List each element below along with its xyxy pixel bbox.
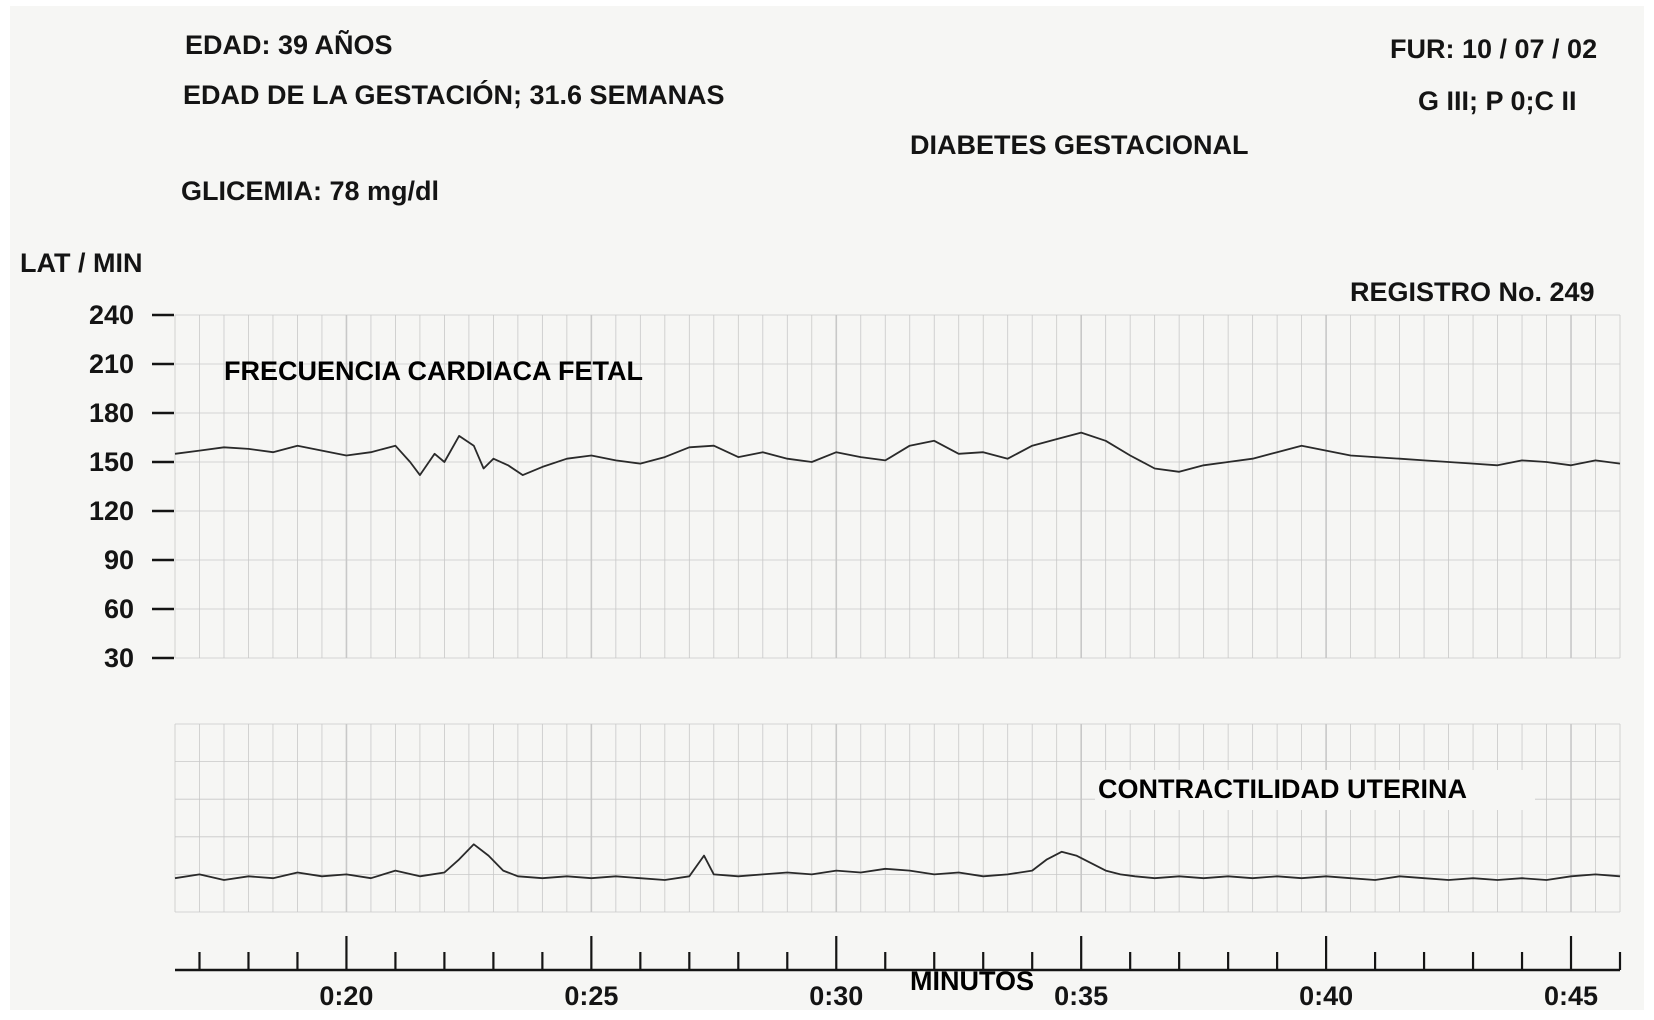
fhr-series-line: [175, 433, 1620, 476]
fur-label: FUR: 10 / 07 / 02: [1390, 34, 1598, 64]
record-number-label: REGISTRO No. 249: [1350, 277, 1595, 307]
x-tick-label: 0:30: [809, 981, 864, 1011]
x-axis-title: MINUTOS: [910, 966, 1035, 996]
y-tick-label: 180: [88, 398, 134, 428]
diagnosis-label: DIABETES GESTACIONAL: [910, 130, 1249, 160]
y-tick-label: 60: [103, 594, 134, 624]
x-tick-label: 0:35: [1054, 981, 1109, 1011]
fhr-trace: [175, 433, 1620, 476]
time-axis: [175, 936, 1620, 1011]
gestation-label: EDAD DE LA GESTACIÓN; 31.6 SEMANAS: [183, 80, 725, 110]
y-tick-label: 240: [88, 300, 134, 330]
y-tick-label: 210: [88, 349, 134, 379]
y-tick-label: 120: [88, 496, 134, 526]
y-axis-unit-label: LAT / MIN: [20, 248, 143, 278]
uc-title: CONTRACTILIDAD UTERINA: [1098, 774, 1467, 804]
uc-grid: [175, 724, 1620, 912]
x-tick-label: 0:25: [564, 981, 619, 1011]
glycemia-label: GLICEMIA: 78 mg/dl: [181, 176, 440, 206]
y-tick-label: 30: [103, 643, 134, 673]
fhr-title: FRECUENCIA CARDIACA FETAL: [224, 356, 643, 386]
x-tick-label: 0:45: [1543, 981, 1599, 1011]
x-tick-label: 0:40: [1299, 981, 1354, 1011]
y-tick-label: 90: [103, 545, 134, 575]
y-tick-label: 150: [88, 447, 134, 477]
fhr-y-axis: [89, 300, 174, 673]
x-tick-label: 0:20: [319, 981, 374, 1011]
age-label: EDAD: 39 AÑOS: [185, 30, 393, 60]
obstetric-history-label: G III; P 0;C II: [1418, 86, 1577, 116]
